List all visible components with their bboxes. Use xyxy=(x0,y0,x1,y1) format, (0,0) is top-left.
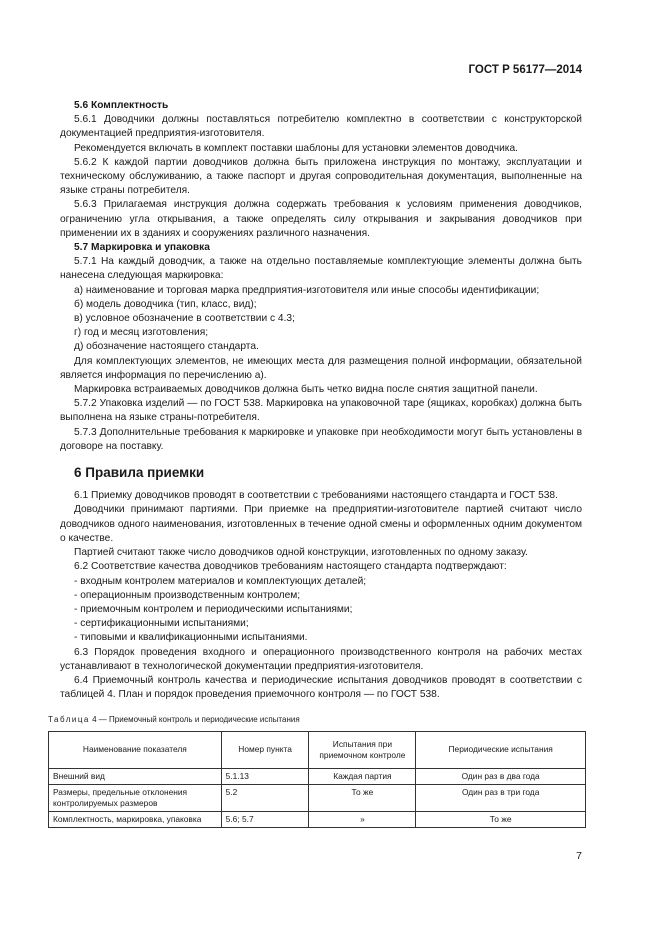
table-cell: 5.2 xyxy=(221,784,309,811)
header-cell: Номер пункта xyxy=(221,731,309,768)
acceptance-table xyxy=(48,731,586,828)
document-code: ГОСТ Р 56177—2014 xyxy=(468,64,582,76)
table-row xyxy=(49,784,586,811)
paragraph: 6.3 Порядок проведения входного и операционного производственного контроля на рабочих местах устанавливают в технологической документации предприятия-изготовителя. xyxy=(60,646,582,672)
table-cell: Размеры, предельные отклонения контролируемых размеров xyxy=(49,784,222,811)
paragraph: Доводчики принимают партиями. При приемке на предприятии-изготовителе партией считают число доводчиков одного наименования, изготовленных в течение одной смены и оформленных одним документом о качестве. xyxy=(60,504,582,544)
table-cell: Комплектность, маркировка, упаковка xyxy=(49,811,222,827)
section-6-heading: 6 Правила приемки xyxy=(74,465,205,481)
page-content xyxy=(48,99,582,828)
table-header-row xyxy=(49,731,586,768)
table-cell: » xyxy=(309,811,416,827)
table-cell: 5.1.13 xyxy=(221,768,309,784)
page-number: 7 xyxy=(576,850,582,862)
list-item: - приемочным контролем и периодическими испытаниями; xyxy=(74,603,353,615)
paragraph: 6.1 Приемку доводчиков проводят в соответствии с требованиями настоящего стандарта и ГОСТ 538. xyxy=(74,490,558,502)
paragraph: 6.4 Приемочный контроль качества и периодические испытания доводчиков проводят в соответствии с таблицей 4. План и порядок проведения приемочного контроля — по ГОСТ 538. xyxy=(60,674,582,701)
paragraph: 6.2 Соответствие качества доводчиков требованиям настоящего стандарта подтверждают: xyxy=(74,561,507,573)
table-cell: Один раз в три года xyxy=(416,784,586,811)
table-caption xyxy=(48,713,582,727)
paragraph: Для комплектующих элементов, не имеющих места для размещения полной информации, обязательной является информация по перечислению а). xyxy=(60,355,582,381)
table-cell: То же xyxy=(416,811,586,827)
list-item: д) обозначение настоящего стандарта. xyxy=(74,341,259,353)
table-caption-text: 4 — Приемочный контроль и периодические испытания xyxy=(92,715,300,725)
paragraph: 5.7.1 На каждый доводчик, а также на отдельно поставляемые комплектующие элементы должна быть нанесена следующая маркировка: xyxy=(60,256,582,282)
paragraph: Маркировка встраиваемых доводчиков должна быть четко видна после снятия защитной панели. xyxy=(74,384,538,396)
list-item: - сертификационными испытаниями; xyxy=(74,618,249,630)
list-item: а) наименование и торговая марка предприятия-изготовителя или иные способы идентификации; xyxy=(74,284,540,296)
paragraph: 5.7.2 Упаковка изделий — по ГОСТ 538. Маркировка на упаковочной таре (ящиках, коробках) должна быть выполнена на языке страны-потребителя. xyxy=(60,398,582,424)
list-item: - входным контролем материалов и комплектующих деталей; xyxy=(74,575,367,587)
paragraph: Партией считают также число доводчиков одной конструкции, изготовленных по одному заказу. xyxy=(74,547,528,559)
table-caption-word: Таблица xyxy=(48,715,90,725)
header-cell: Наименование показателя xyxy=(49,731,222,768)
paragraph: 5.6.2 К каждой партии доводчиков должна быть приложена инструкция по монтажу, эксплуатации и техническому обслуживанию, а также паспорт и другая сопроводительная документация, выполненные на языке страны потребителя. xyxy=(60,156,582,197)
list-item: - операционным производственным контролем; xyxy=(74,589,301,601)
table-cell: Каждая партия xyxy=(309,768,416,784)
header-cell: Испытания при приемочном контроле xyxy=(309,731,416,768)
table-cell: Один раз в два года xyxy=(416,768,586,784)
paragraph: 5.7.3 Дополнительные требования к маркировке и упаковке при необходимости могут быть установлены в договоре на поставку. xyxy=(60,426,582,452)
list-item: - типовыми и квалификационными испытаниями. xyxy=(74,632,308,644)
header-cell: Периодические испытания xyxy=(416,731,586,768)
list-item: г) год и месяц изготовления; xyxy=(74,327,209,339)
table-row xyxy=(49,811,586,827)
paragraph: 5.6.3 Прилагаемая инструкция должна содержать требования к условиям применения доводчиков, ограничению угла открывания, а также определять силу открывания и закрывания доводчиков при применении их в зданиях и сооружениях различного назначения. xyxy=(60,199,582,239)
table-cell: То же xyxy=(309,784,416,811)
paragraph: Рекомендуется включать в комплект поставки шаблоны для установки элементов доводчика. xyxy=(74,142,518,154)
section-5-6-heading: 5.6 Комплектность xyxy=(74,100,169,111)
paragraph: 5.6.1 Доводчики должны поставляться потребителю комплектно в соответствии с конструкторской документацией предприятия-изготовителя. xyxy=(60,114,582,140)
table-row xyxy=(49,768,586,784)
list-item: б) модель доводчика (тип, класс, вид); xyxy=(74,298,257,310)
list-item: в) условное обозначение в соответствии с 4.3; xyxy=(74,313,295,325)
section-5-7-heading: 5.7 Маркировка и упаковка xyxy=(74,242,210,254)
table-cell: Внешний вид xyxy=(49,768,222,784)
table-cell: 5.6; 5.7 xyxy=(221,811,309,827)
